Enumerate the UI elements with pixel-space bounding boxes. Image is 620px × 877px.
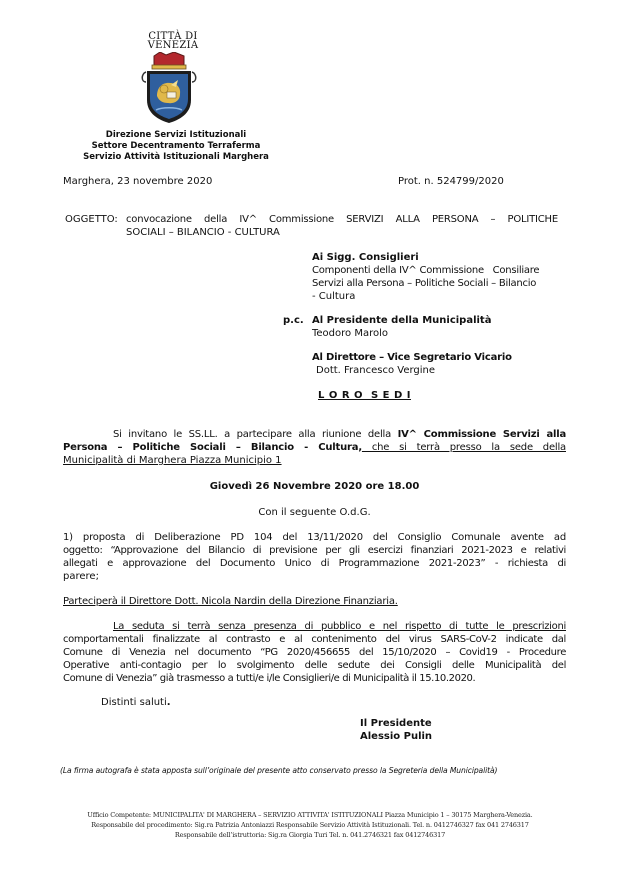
office-direzione: Direzione Servizi Istituzionali: [105, 130, 247, 140]
logo-line-1: CITTÀ DI: [148, 31, 198, 42]
participation-note: Parteciperà il Direttore Dott. Nicola Nardin della Direzione Finanziaria.: [63, 596, 398, 607]
recipient-presidente-title: Al Presidente della Municipalità: [312, 315, 492, 326]
footer-office: Ufficio Competente: MUNICIPALITA' DI MARGHERA – SERVIZIO ATTIVITA' ISTITUZIONALI Piazza Municipio 1 – 30175 Marghera-Venezia.: [87, 811, 533, 819]
place-date: Marghera, 23 novembre 2020: [63, 176, 213, 187]
subject-line-1: convocazione della IV^ Commissione SERVIZI ALLA PERSONA – POLITICHE: [126, 214, 558, 225]
recipient-presidente-name: Teodoro Marolo: [312, 328, 388, 339]
logo-line-2: VENEZIA: [147, 40, 199, 51]
invite-line-2: [63, 441, 566, 454]
footer-responsible: Responsabile del procedimento: Sig.ra Patrizia Antoniazzi Responsabile Servizio Attività Istituzionali. Tel. n. 0412746327 fax 041 2746317: [91, 821, 529, 829]
pc-label: p.c.: [283, 315, 304, 326]
recipient-direttore-name: Dott. Francesco Vergine: [316, 365, 436, 376]
office-servizio: Servizio Attività Istituzionali Marghera: [83, 152, 269, 162]
greeting-period: .: [166, 697, 171, 708]
invite-text-1a: Si invitano le SS.LL. a partecipare alla riunione della: [113, 429, 398, 440]
subject-line-2: SOCIALI – BILANCIO - CULTURA: [126, 227, 280, 238]
invite-commission-2: Persona – Politiche Sociali – Bilancio - Cultura,: [63, 442, 362, 453]
protocol-number: Prot. n. 524799/2020: [398, 176, 504, 187]
recipient-direttore-title: Al Direttore – Vice Segretario Vicario: [312, 352, 512, 363]
loro-sedi: L O R O S E D I: [318, 390, 411, 401]
agenda-item-1-line-2: oggetto: “Approvazione del Bilancio di previsione per gli esercizi finanziari 2021-2023 e relativi: [63, 545, 566, 556]
invite-line-1: [63, 428, 566, 441]
recipient-consiglieri-line-1: Componenti della IV^ Commissione Consiliare: [312, 265, 540, 276]
office-header: [66, 130, 286, 163]
logo-city-name: [138, 32, 208, 50]
agenda-item-1-line-3: allegati e approvazione del Documento Unico di Programmazione 2021-2023” - richiesta di: [63, 558, 566, 569]
subject-label: OGGETTO:: [65, 214, 118, 225]
office-settore: Settore Decentramento Terraferma: [91, 141, 261, 151]
recipient-consiglieri-line-3: - Cultura: [312, 291, 356, 302]
covid-line-2: comportamentali finalizzate al contrasto e al contenimento del virus SARS-CoV-2 indicate dal: [63, 634, 566, 645]
covid-line-5: Comune di Venezia” già trasmesso a tutti/e i/le Consiglieri/e di Municipalità il 15.10.2020.: [63, 673, 476, 684]
greeting-text: Distinti saluti: [101, 697, 167, 708]
agenda-item-1-line-4: parere;: [63, 571, 99, 582]
invite-venue-2: Municipalità di Marghera Piazza Municipio 1: [63, 455, 282, 466]
autograph-note: (La firma autografa è stata apposta sull’originale del presente atto conservato presso la Segreteria della Municipalità): [60, 766, 498, 775]
covid-line-1: La seduta si terrà senza presenza di pubblico e nel rispetto di tutte le prescrizioni: [113, 621, 566, 632]
meeting-date: Giovedì 26 Novembre 2020 ore 18.00: [209, 481, 420, 492]
covid-line-3: Comune di Venezia nel documento “PG 2020/456655 del 15/10/2020 – Covid19 - Procedure: [63, 647, 566, 658]
agenda-item-1-line-1: 1) proposta di Deliberazione PD 104 del 13/11/2020 del Consiglio Comunale avente ad: [63, 532, 566, 543]
signature-title: Il Presidente: [360, 718, 432, 729]
recipient-consiglieri-line-2: Servizi alla Persona – Politiche Sociali – Bilancio: [312, 278, 537, 289]
odg-intro: Con il seguente O.d.G.: [258, 507, 371, 518]
invite-venue-1: che si terrà presso la sede della: [361, 442, 566, 453]
greeting: [101, 696, 171, 709]
signature-name: Alessio Pulin: [360, 731, 433, 742]
covid-line-4: Operative anti-contagio per lo svolgimento delle sedute dei Consigli delle Municipalità del: [63, 660, 566, 671]
footer-instructor: Responsabile dell’istruttoria: Sig.ra Giorgia Turi Tel. n. 041.2746321 fax 0412746317: [174, 831, 446, 839]
venezia-coat-of-arms-icon: [140, 52, 198, 124]
invite-commission-1: IV^ Commissione Servizi alla: [397, 429, 566, 440]
recipient-consiglieri-title: Ai Sigg. Consiglieri: [312, 252, 419, 263]
